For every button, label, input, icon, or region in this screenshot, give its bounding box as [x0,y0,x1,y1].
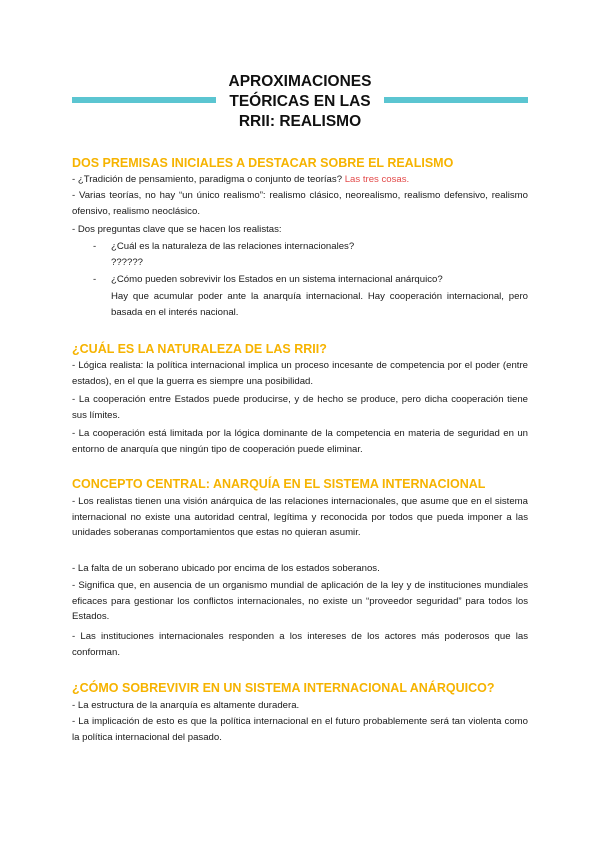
title-accent-bar-right [384,97,528,103]
section-1-paragraph-1-text: - ¿Tradición de pensamiento, paradigma o conjunto de teorías? [72,174,345,185]
section-2-paragraph-3: - La cooperación está limitada por la lógica dominante de la competencia en materia de seguridad en un entorno de anarquía que ningún tipo de cooperación puede eliminar. [72,428,528,455]
section-1-bullet-2: - [93,274,97,285]
section-1-paragraph-2: - Varias teorías, no hay “un único realismo”: realismo clásico, neorealismo, realismo defensivo, realismo ofensivo, realismo neoclásico. [72,190,528,217]
section-3-paragraph-4: - Las instituciones internacionales responden a los intereses de los actores más poderosos que las conforman. [72,631,528,658]
section-1-question-2: ¿Cómo pueden sobrevivir los Estados en un sistema internacional anárquico? [111,274,443,285]
section-3-paragraph-1: - Los realistas tienen una visión anárquica de las relaciones internacionales, que asume que en el sistema internacional no existe una autoridad central, legítima y reconocida por todos que pueda imponer a las unidades soberanas comportamientos que estas no quieran asumir. [72,496,528,538]
section-1-question-1-answer: ?????? [111,257,144,268]
section-1-bullet-1: - [93,241,97,252]
section-3-heading: CONCEPTO CENTRAL: ANARQUÍA EN EL SISTEMA INTERNACIONAL [72,477,486,491]
section-4-paragraph-2: - La implicación de esto es que la política internacional en el futuro probablemente será tan violenta como la política internacional del pasado. [72,716,528,743]
section-1-question-2-answer: Hay que acumular poder ante la anarquía internacional. Hay cooperación internacional, pero basada en el interés nacional. [111,291,528,318]
section-1-paragraph-1 [72,172,528,188]
section-4-paragraph-1: - La estructura de la anarquía es altamente duradera. [72,700,300,711]
section-1-paragraph-3: - Dos preguntas clave que se hacen los realistas: [72,224,282,235]
title-line-3: RRII: REALISMO [238,113,362,130]
section-2-heading: ¿CUÁL ES LA NATURALEZA DE LAS RRII? [72,342,327,356]
section-3-paragraph-3: - Significa que, en ausencia de un organismo mundial de aplicación de la ley y de instituciones mundiales eficaces para gestionar los conflictos internacionales, no existe un “proveedor seguridad” para todos los Estados. [72,580,528,622]
section-1-question-1: ¿Cuál es la naturaleza de las relaciones internacionales? [111,241,355,252]
section-1-heading: DOS PREMISAS INICIALES A DESTACAR SOBRE EL REALISMO [72,156,454,170]
title-accent-bar-left [72,97,216,103]
title-line-1: APROXIMACIONES [228,73,372,90]
title-line-2: TEÓRICAS EN LAS [229,93,371,110]
page-title [210,72,390,132]
section-2-paragraph-1: - Lógica realista: la política internacional implica un proceso incesante de competencia por el poder (entre estados), en el que la guerra es siempre una posibilidad. [72,360,528,387]
section-3-paragraph-2: - La falta de un soberano ubicado por encima de los estados soberanos. [72,563,380,574]
section-4-heading: ¿CÓMO SOBREVIVIR EN UN SISTEMA INTERNACIONAL ANÁRQUICO? [72,681,495,695]
section-2-paragraph-2: - La cooperación entre Estados puede producirse, y de hecho se produce, pero dicha cooperación tiene sus límites. [72,394,528,421]
section-1-paragraph-1-highlight: Las tres cosas. [344,174,410,185]
